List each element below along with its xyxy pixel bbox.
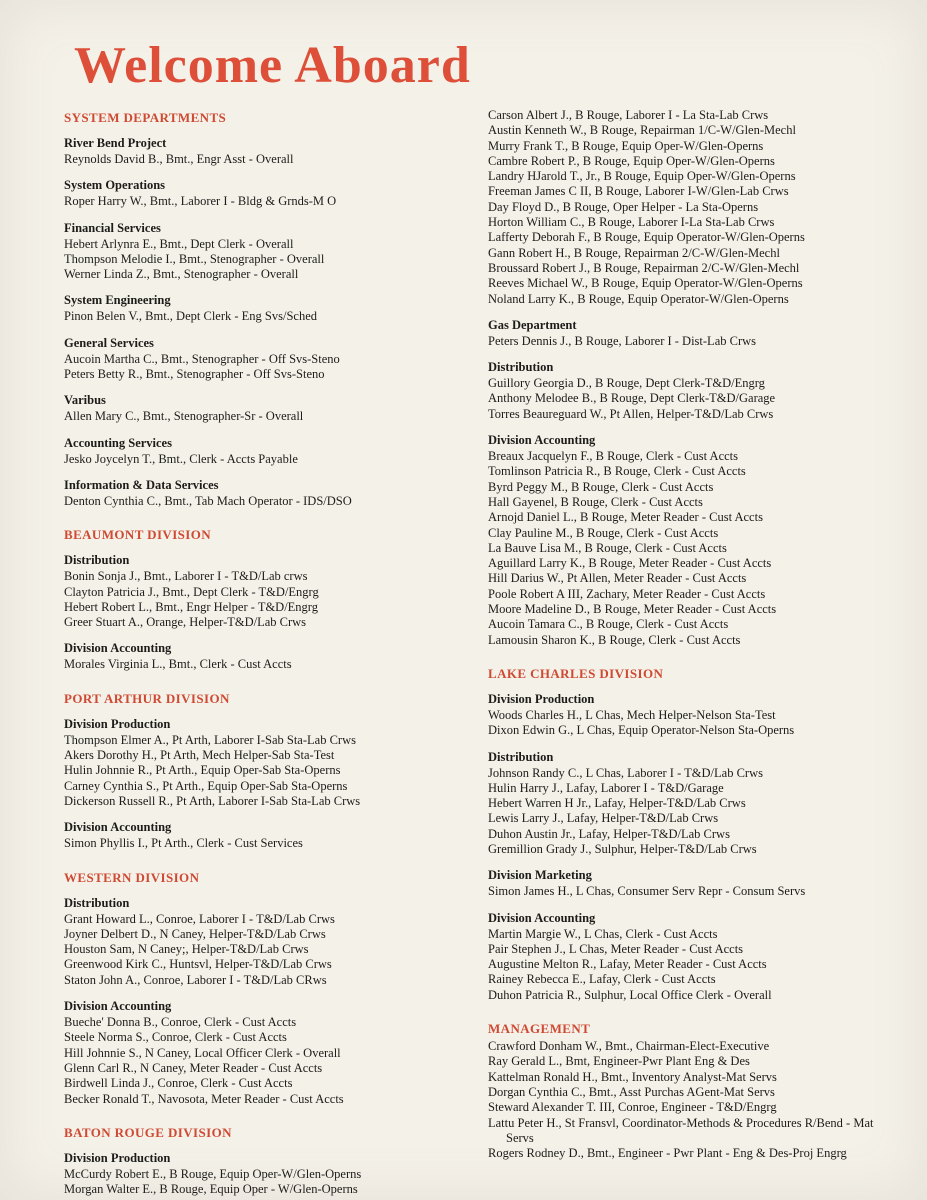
group-heading: System Engineering (64, 293, 171, 308)
employee-entry: Aguillard Larry K., B Rouge, Meter Reader - Cust Accts (488, 556, 772, 571)
employee-entry: Carney Cynthia S., Pt Arth., Equip Oper-Sab Sta-Operns (64, 778, 348, 793)
group-heading: Accounting Services (64, 435, 172, 450)
right-column (488, 108, 884, 1172)
group-heading: Division Accounting (64, 641, 172, 656)
employee-entry: Torres Beaureguard W., Pt Allen, Helper-T&D/Lab Crws (488, 406, 774, 421)
employee-group (488, 692, 884, 739)
employee-entry: Murry Frank T., B Rouge, Equip Oper-W/Glen-Operns (488, 138, 764, 153)
employee-entry: Ray Gerald L., Bmt, Engineer-Pwr Plant Eng & Des (488, 1054, 750, 1069)
employee-entry: Staton John A., Conroe, Laborer I - T&D/Lab CRws (64, 972, 327, 987)
group-heading: Division Accounting (488, 910, 596, 925)
division-heading: SYSTEM DEPARTMENTS (64, 110, 227, 125)
employee-entry: Becker Ronald T., Navosota, Meter Reader - Cust Accts (64, 1091, 344, 1106)
division-heading: BEAUMONT DIVISION (64, 527, 212, 543)
employee-entry: Duhon Austin Jr., Lafay, Helper-T&D/Lab Crws (488, 826, 730, 841)
employee-entry: Freeman James C II, B Rouge, Laborer I-W/Glen-Lab Crws (488, 184, 789, 199)
group-heading: Division Accounting (488, 433, 596, 448)
group-heading: General Services (64, 335, 154, 350)
employee-entry: Hulin Johnnie R., Pt Arth., Equip Oper-Sab Sta-Operns (64, 763, 341, 778)
employee-group (64, 553, 460, 630)
employee-group (64, 820, 460, 851)
employee-entry: Tomlinson Patricia R., B Rouge, Clerk - Cust Accts (488, 464, 746, 479)
employee-entry: Aucoin Martha C., Bmt., Stenographer - Off Svs-Steno (64, 351, 340, 366)
group-heading: Division Marketing (488, 868, 592, 883)
group-heading: Information & Data Services (64, 477, 219, 492)
employee-entry: Martin Margie W., L Chas, Clerk - Cust Accts (488, 926, 718, 941)
employee-entry: Austin Kenneth W., B Rouge, Repairman 1/C-W/Glen-Mechl (488, 123, 796, 138)
group-heading: Division Production (64, 716, 171, 731)
employee-group (64, 478, 460, 509)
group-heading: System Operations (64, 178, 166, 193)
employee-group (64, 717, 460, 809)
employee-entry: Joyner Delbert D., N Caney, Helper-T&D/Lab Crws (64, 926, 326, 941)
employee-entry: Steward Alexander T. III, Conroe, Engineer - T&D/Engrg (488, 1100, 777, 1115)
employee-group (488, 750, 884, 858)
group-heading: Distribution (64, 895, 130, 910)
employee-group (64, 896, 460, 988)
employee-group (488, 911, 884, 1003)
employee-entry: Anthony Melodee B., B Rouge, Dept Clerk-T&D/Garage (488, 391, 776, 406)
employee-entry: Roper Harry W., Bmt., Laborer I - Bldg & Grnds-M O (64, 194, 337, 209)
group-heading: Distribution (488, 749, 554, 764)
employee-entry: Gremillion Grady J., Sulphur, Helper-T&D/Lab Crws (488, 841, 757, 856)
content-columns (64, 108, 875, 1200)
employee-entry: Day Floyd D., B Rouge, Oper Helper - La Sta-Operns (488, 199, 759, 214)
employee-entry: Arnojd Daniel L., B Rouge, Meter Reader - Cust Accts (488, 510, 763, 525)
employee-entry: Rogers Rodney D., Bmt., Engineer - Pwr Plant - Eng & Des-Proj Engrg (488, 1146, 847, 1161)
employee-entry: McCurdy Robert E., B Rouge, Equip Oper-W/Glen-Operns (64, 1166, 362, 1181)
employee-entry: Thompson Elmer A., Pt Arth, Laborer I-Sab Sta-Lab Crws (64, 732, 356, 747)
employee-entry: Lamousin Sharon K., B Rouge, Clerk - Cust Accts (488, 632, 741, 647)
employee-group (488, 108, 884, 307)
page-title: Welcome Aboard (74, 37, 471, 94)
employee-entry: Denton Cynthia C., Bmt., Tab Mach Operator - IDS/DSO (64, 493, 352, 508)
employee-group (64, 436, 460, 467)
employee-entry: Cambre Robert P., B Rouge, Equip Oper-W/Glen-Operns (488, 153, 775, 168)
left-column (64, 108, 460, 1200)
employee-group (64, 136, 460, 167)
group-heading: Division Accounting (64, 999, 172, 1014)
group-heading: Financial Services (64, 220, 161, 235)
employee-group (488, 360, 884, 422)
employee-entry: Simon James H., L Chas, Consumer Serv Repr - Consum Servs (488, 884, 806, 899)
employee-entry: Guillory Georgia D., B Rouge, Dept Clerk-T&D/Engrg (488, 376, 765, 391)
employee-entry: Broussard Robert J., B Rouge, Repairman 2/C-W/Glen-Mechl (488, 260, 800, 275)
employee-entry: Augustine Melton R., Lafay, Meter Reader - Cust Accts (488, 957, 767, 972)
group-heading: Division Production (64, 1150, 171, 1165)
employee-entry: Peters Betty R., Bmt., Stenographer - Off Svs-Steno (64, 367, 325, 382)
employee-entry: Pair Stephen J., L Chas, Meter Reader - Cust Accts (488, 941, 744, 956)
employee-entry: Rainey Rebecca E., Lafay, Clerk - Cust Accts (488, 972, 716, 987)
employee-entry: Dickerson Russell R., Pt Arth, Laborer I-Sab Sta-Lab Crws (64, 793, 361, 808)
employee-group (64, 1151, 460, 1198)
group-heading: Division Production (488, 691, 595, 706)
employee-group (488, 868, 884, 899)
employee-entry: Glenn Carl R., N Caney, Meter Reader - Cust Accts (64, 1060, 323, 1075)
employee-entry: Lewis Larry J., Lafay, Helper-T&D/Lab Crws (488, 811, 719, 826)
employee-entry: Greenwood Kirk C., Huntsvl, Helper-T&D/Lab Crws (64, 957, 332, 972)
employee-entry: Hulin Harry J., Lafay, Laborer I - T&D/Garage (488, 780, 724, 795)
group-heading: Varibus (64, 393, 106, 408)
employee-group (64, 393, 460, 424)
division-heading: WESTERN DIVISION (64, 869, 200, 885)
employee-entry: La Bauve Lisa M., B Rouge, Clerk - Cust Accts (488, 540, 727, 555)
employee-entry: Byrd Peggy M., B Rouge, Clerk - Cust Accts (488, 479, 714, 494)
employee-entry: Carson Albert J., B Rouge, Laborer I - La Sta-Lab Crws (488, 108, 769, 122)
employee-entry: Crawford Donham W., Bmt., Chairman-Elect-Executive (488, 1039, 770, 1054)
employee-entry: Dorgan Cynthia C., Bmt., Asst Purchas AGent-Mat Servs (488, 1084, 775, 1099)
employee-entry: Werner Linda Z., Bmt., Stenographer - Overall (64, 267, 299, 282)
employee-entry: Reeves Michael W., B Rouge, Equip Operator-W/Glen-Operns (488, 276, 803, 291)
employee-entry: Duhon Patricia R., Sulphur, Local Office Clerk - Overall (488, 987, 772, 1002)
employee-entry: Houston Sam, N Caney;, Helper-T&D/Lab Crws (64, 942, 309, 957)
employee-entry: Lafferty Deborah F., B Rouge, Equip Operator-W/Glen-Operns (488, 230, 805, 245)
employee-entry: Horton William C., B Rouge, Laborer I-La Sta-Lab Crws (488, 215, 775, 230)
employee-group (64, 999, 460, 1107)
employee-entry: Birdwell Linda J., Conroe, Clerk - Cust Accts (64, 1076, 293, 1091)
employee-group (488, 1039, 884, 1161)
employee-entry: Steele Norma S., Conroe, Clerk - Cust Accts (64, 1030, 287, 1045)
employee-entry: Morgan Walter E., B Rouge, Equip Oper - W/Glen-Operns (64, 1182, 358, 1197)
employee-entry: Woods Charles H., L Chas, Mech Helper-Nelson Sta-Test (488, 707, 776, 722)
employee-entry: Grant Howard L., Conroe, Laborer I - T&D/Lab Crws (64, 911, 335, 926)
employee-entry: Clayton Patricia J., Bmt., Dept Clerk - T&D/Engrg (64, 584, 319, 599)
employee-entry: Akers Dorothy H., Pt Arth, Mech Helper-Sab Sta-Test (64, 748, 335, 763)
group-heading: Distribution (488, 360, 554, 375)
employee-entry: Bueche' Donna B., Conroe, Clerk - Cust Accts (64, 1015, 297, 1030)
division-heading: BATON ROUGE DIVISION (64, 1124, 232, 1140)
employee-entry: Breaux Jacquelyn F., B Rouge, Clerk - Cust Accts (488, 449, 739, 464)
division-heading: MANAGEMENT (488, 1021, 591, 1037)
employee-entry: Simon Phyllis I., Pt Arth., Clerk - Cust Services (64, 836, 303, 851)
employee-entry: Hall Gayenel, B Rouge, Clerk - Cust Accts (488, 494, 703, 509)
employee-group (64, 293, 460, 324)
employee-group (64, 221, 460, 283)
employee-entry: Reynolds David B., Bmt., Engr Asst - Overall (64, 152, 294, 166)
employee-group (488, 433, 884, 648)
employee-entry: Pinon Belen V., Bmt., Dept Clerk - Eng Svs/Sched (64, 309, 318, 324)
employee-entry: Allen Mary C., Bmt., Stenographer-Sr - Overall (64, 409, 304, 424)
employee-entry: Hill Darius W., Pt Allen, Meter Reader - Cust Accts (488, 571, 747, 586)
employee-group (64, 641, 460, 672)
employee-group (64, 178, 460, 209)
group-heading: Division Accounting (64, 820, 172, 835)
employee-entry: Poole Robert A III, Zachary, Meter Reader - Cust Accts (488, 586, 766, 601)
employee-entry: Jesko Joycelyn T., Bmt., Clerk - Accts Payable (64, 451, 298, 466)
employee-entry: Hebert Arlynra E., Bmt., Dept Clerk - Overall (64, 236, 294, 251)
employee-entry: Landry HJarold T., Jr., B Rouge, Equip Oper-W/Glen-Operns (488, 169, 796, 184)
employee-entry: Greer Stuart A., Orange, Helper-T&D/Lab Crws (64, 615, 307, 630)
employee-entry: Hebert Warren H Jr., Lafay, Helper-T&D/Lab Crws (488, 796, 746, 811)
group-heading: Gas Department (488, 317, 577, 332)
employee-entry: Hill Johnnie S., N Caney, Local Officer Clerk - Overall (64, 1045, 341, 1060)
employee-group (64, 336, 460, 383)
employee-entry: Peters Dennis J., B Rouge, Laborer I - Dist-Lab Crws (488, 333, 757, 348)
employee-entry: Bonin Sonja J., Bmt., Laborer I - T&D/Lab crws (64, 569, 308, 584)
employee-entry: Johnson Randy C., L Chas, Laborer I - T&D/Lab Crws (488, 765, 763, 780)
employee-entry: Lattu Peter H., St Fransvl, Coordinator-Methods & Procedures R/Bend - Mat Servs (488, 1115, 874, 1145)
group-heading: River Bend Project (64, 136, 167, 150)
division-heading: LAKE CHARLES DIVISION (488, 665, 664, 681)
employee-entry: Morales Virginia L., Bmt., Clerk - Cust Accts (64, 657, 292, 672)
employee-entry: Thompson Melodie I., Bmt., Stenographer - Overall (64, 251, 325, 266)
group-heading: Distribution (64, 553, 130, 568)
employee-entry: Noland Larry K., B Rouge, Equip Operator-W/Glen-Operns (488, 291, 789, 306)
employee-entry: Aucoin Tamara C., B Rouge, Clerk - Cust Accts (488, 617, 729, 632)
division-heading: PORT ARTHUR DIVISION (64, 690, 230, 706)
employee-entry: Clay Pauline M., B Rouge, Clerk - Cust Accts (488, 525, 719, 540)
employee-group (488, 318, 884, 349)
employee-entry: Kattelman Ronald H., Bmt., Inventory Analyst-Mat Servs (488, 1069, 777, 1084)
employee-entry: Gann Robert H., B Rouge, Repairman 2/C-W/Glen-Mechl (488, 245, 780, 260)
employee-entry: Dixon Edwin G., L Chas, Equip Operator-Nelson Sta-Operns (488, 723, 795, 738)
employee-entry: Moore Madeline D., B Rouge, Meter Reader - Cust Accts (488, 602, 777, 617)
employee-entry: Hebert Robert L., Bmt., Engr Helper - T&D/Engrg (64, 599, 318, 614)
